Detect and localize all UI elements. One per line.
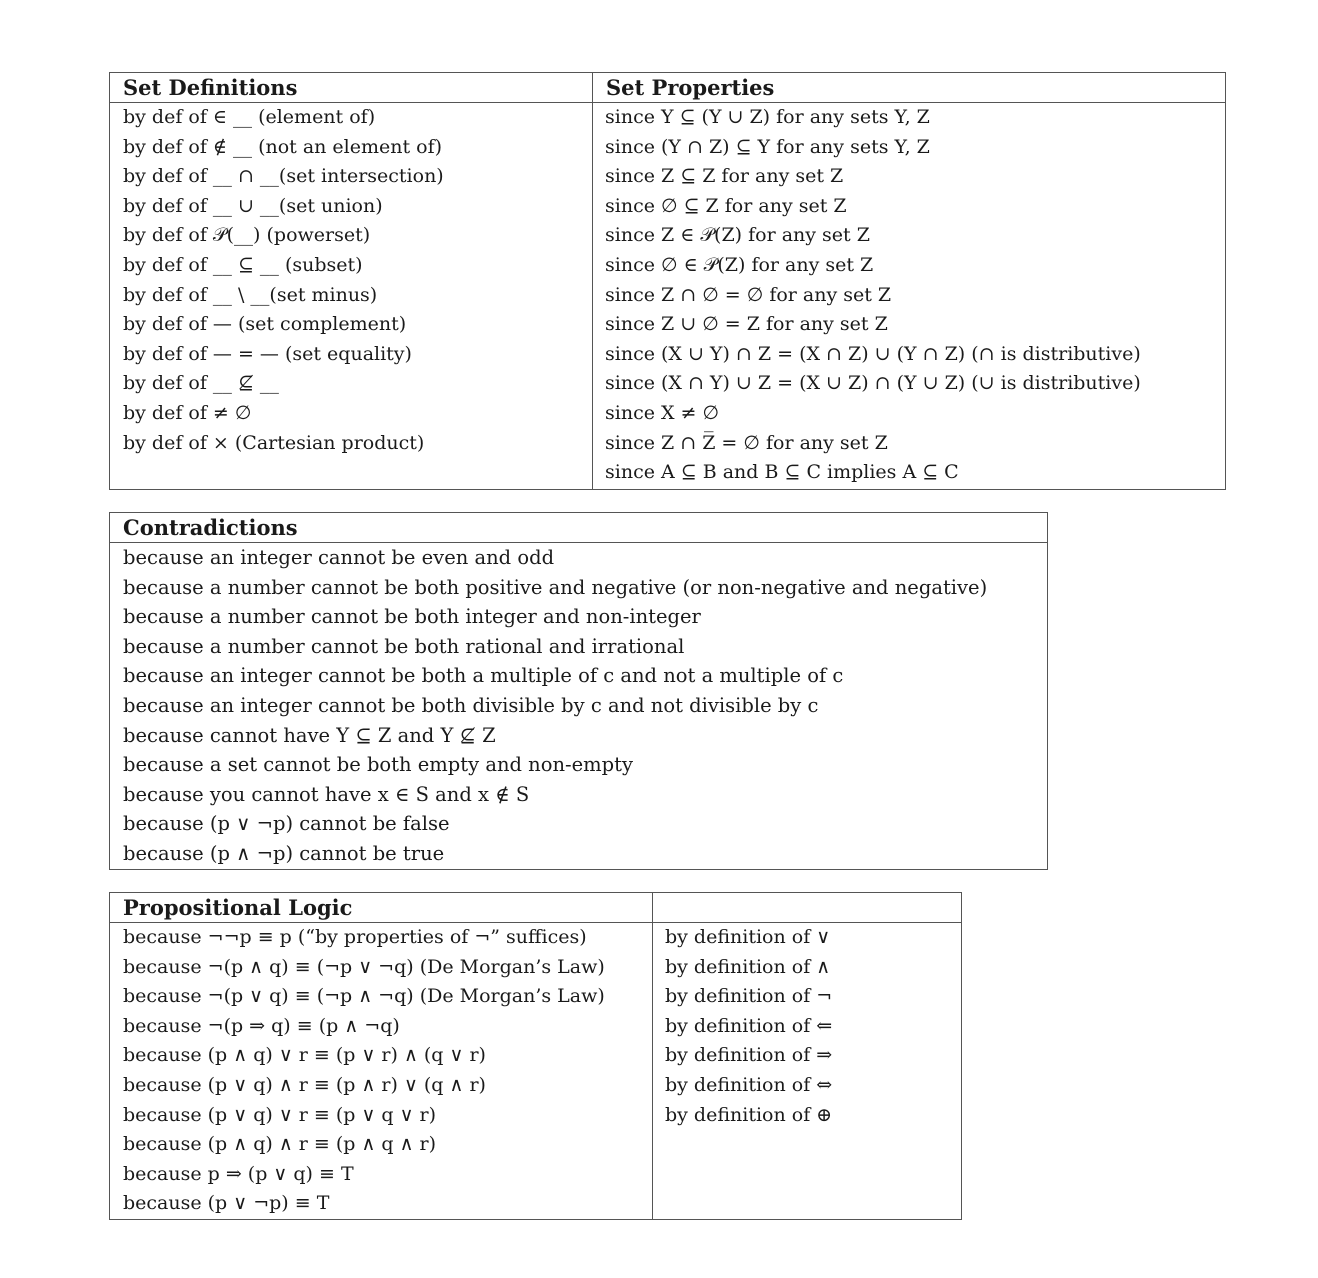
contradiction-row: because a number cannot be both rational and irrational <box>123 634 685 658</box>
set-property-row: since ∅ ⊆ Z for any set Z <box>605 194 847 217</box>
set-definition-row: by def of ≠ ∅ <box>123 401 252 424</box>
logic-law-row: because (p ∨ q) ∨ r ≡ (p ∨ q ∨ r) <box>123 1103 437 1126</box>
set-property-row: since X ≠ ∅ <box>605 401 720 424</box>
set-property-row: since Z ⊆ Z for any set Z <box>605 165 844 188</box>
propositional-logic-table <box>109 892 962 1220</box>
set-definition-row: by def of ∉ __ (not an element of) <box>123 135 443 158</box>
contradiction-row: because a number cannot be both positive and negative (or non-negative and negative) <box>123 575 988 599</box>
logic-law-row: because ¬(p ∧ q) ≡ (¬p ∨ ¬q) (De Morgan’s Law) <box>123 955 605 978</box>
logic-law-row: because (p ∧ q) ∨ r ≡ (p ∨ r) ∧ (q ∨ r) <box>123 1044 486 1067</box>
contradiction-row: because an integer cannot be even and odd <box>123 546 555 569</box>
logic-definitions-column <box>652 893 961 1219</box>
set-definitions-column <box>110 73 592 489</box>
set-definitions-header: Set Definitions <box>110 73 592 103</box>
set-property-row: since Z ∩ Z̅ = ∅ for any set Z <box>605 431 888 454</box>
logic-law-row: because (p ∨ ¬p) ≡ T <box>123 1192 330 1215</box>
logic-law-row: because p ⇒ (p ∨ q) ≡ T <box>123 1162 354 1185</box>
logic-law-row: because (p ∨ q) ∧ r ≡ (p ∧ r) ∨ (q ∧ r) <box>123 1073 486 1096</box>
contradiction-row: because an integer cannot be both a multiple of c and not a multiple of c <box>123 664 844 688</box>
contradiction-row: because an integer cannot be both divisible by c and not divisible by c <box>123 693 819 717</box>
contradiction-row: because a set cannot be both empty and non-empty <box>123 753 633 777</box>
set-definition-row: by def of __ ⊆ __ (subset) <box>123 253 363 276</box>
set-property-row: since ∅ ∈ 𝒫(Z) for any set Z <box>605 253 874 276</box>
set-table <box>109 72 1226 490</box>
set-definition-row: by def of — (set complement) <box>123 313 407 336</box>
set-property-row: since (X ∪ Y) ∩ Z = (X ∩ Z) ∪ (Y ∩ Z) (∩ is distributive) <box>605 342 1141 365</box>
contradiction-row: because cannot have Y ⊆ Z and Y ⊈ Z <box>123 723 496 747</box>
set-definition-row: by def of ∈ __ (element of) <box>123 106 376 128</box>
set-definition-row: by def of __ ∩ __(set intersection) <box>123 165 444 188</box>
contradiction-row: because you cannot have x ∈ S and x ∉ S <box>123 782 530 806</box>
set-property-row: since Z ∪ ∅ = Z for any set Z <box>605 313 888 336</box>
logic-definitions-header <box>653 893 961 923</box>
set-definition-row: by def of × (Cartesian product) <box>123 431 425 454</box>
set-property-row: since A ⊆ B and B ⊆ C implies A ⊆ C <box>605 461 959 484</box>
set-definition-row: by def of 𝒫(__) (powerset) <box>123 224 371 247</box>
set-definition-row: by def of __ ⊈ __ <box>123 372 279 395</box>
set-properties-column <box>592 73 1225 489</box>
set-property-row: since Z ∈ 𝒫(Z) for any set Z <box>605 224 870 247</box>
logic-law-row: because ¬(p ⇒ q) ≡ (p ∧ ¬q) <box>123 1014 400 1037</box>
logic-definition-row: by definition of ⇐ <box>665 1014 833 1037</box>
propositional-logic-header: Propositional Logic <box>110 893 652 923</box>
logic-law-row: because (p ∧ q) ∧ r ≡ (p ∧ q ∧ r) <box>123 1133 437 1156</box>
logic-definition-row: by definition of ⊕ <box>665 1103 833 1126</box>
set-definition-row: by def of __ \ __(set minus) <box>123 283 378 306</box>
set-property-row: since (X ∩ Y) ∪ Z = (X ∪ Z) ∩ (Y ∪ Z) (∪ is distributive) <box>605 372 1141 395</box>
logic-law-row: because ¬¬p ≡ p (“by properties of ¬” suffices) <box>123 926 587 948</box>
logic-definition-row: by definition of ∨ <box>665 926 831 948</box>
logic-definition-row: by definition of ⇒ <box>665 1044 833 1067</box>
logic-law-row: because ¬(p ∨ q) ≡ (¬p ∧ ¬q) (De Morgan’s Law) <box>123 985 605 1008</box>
contradiction-row: because (p ∧ ¬p) cannot be true <box>123 841 445 865</box>
logic-laws-column <box>110 893 652 1219</box>
logic-definition-row: by definition of ∧ <box>665 955 831 978</box>
contradictions-table <box>109 512 1048 870</box>
contradictions-header: Contradictions <box>110 513 1047 543</box>
set-properties-header: Set Properties <box>593 73 1225 103</box>
set-definition-row: by def of — = — (set equality) <box>123 342 412 365</box>
contradiction-row: because a number cannot be both integer and non-integer <box>123 605 701 629</box>
logic-definition-row: by definition of ⇔ <box>665 1073 833 1096</box>
set-property-row: since (Y ∩ Z) ⊆ Y for any sets Y, Z <box>605 135 930 158</box>
contradiction-row: because (p ∨ ¬p) cannot be false <box>123 812 450 836</box>
logic-definition-row: by definition of ¬ <box>665 985 833 1008</box>
set-property-row: since Y ⊆ (Y ∪ Z) for any sets Y, Z <box>605 106 930 128</box>
set-definition-row: by def of __ ∪ __(set union) <box>123 194 383 217</box>
set-property-row: since Z ∩ ∅ = ∅ for any set Z <box>605 283 892 306</box>
